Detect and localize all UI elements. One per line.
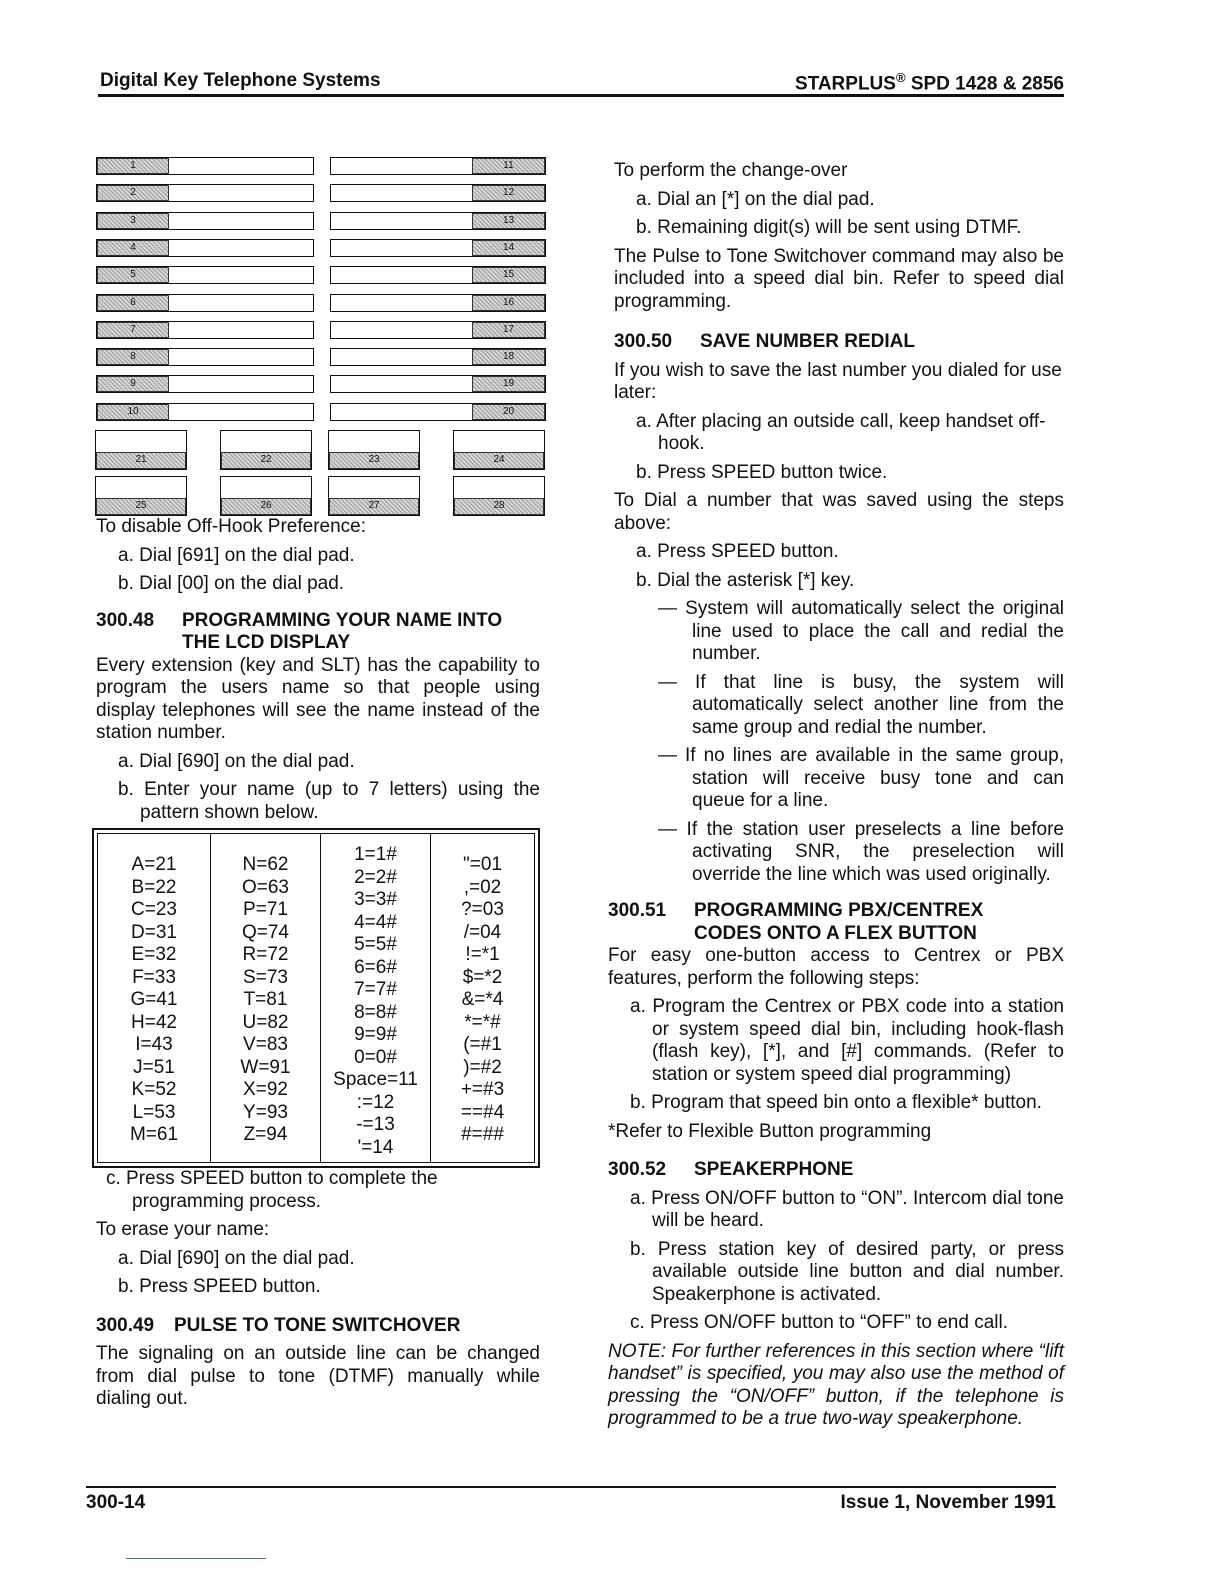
line-key-label-13: 13: [472, 213, 545, 229]
line-key-label-14: 14: [472, 240, 545, 256]
section-title-cont: THE LCD DISPLAY: [182, 632, 351, 653]
table-cell: J=51: [133, 1056, 175, 1078]
changeover-step-b: b. Remaining digit(s) will be sent using DTMF.: [636, 217, 1022, 238]
letter-code-table: [92, 828, 540, 1168]
section-300-50-heading: [614, 331, 1064, 354]
table-cell: )=#2: [463, 1056, 502, 1078]
table-cell: ?=03: [461, 899, 504, 920]
pbx-step-b: b. Program that speed bin onto a flexible* button.: [630, 1092, 1042, 1113]
line-key-label-15: 15: [472, 267, 545, 283]
table-cell: Z=94: [243, 1124, 288, 1145]
line-key-label-8: 8: [97, 349, 169, 365]
pbx-step-a: a. Program the Centrex or PBX code into a station or system speed dial bin, including hook-flash (flash key), [*], and [#] commands. (Refer to station or system speed dial programming): [630, 996, 1064, 1085]
name-step-b: b. Enter your name (up to 7 letters) using the pattern shown below.: [118, 779, 540, 823]
speaker-step-b: b. Press station key of desired party, or press available outside line button and dial number. Speakerphone is activated.: [630, 1238, 1064, 1305]
table-col-n-z: [211, 834, 321, 1162]
section-300-52-heading: [608, 1159, 1064, 1182]
line-key-label-17: 17: [472, 322, 545, 338]
table-cell: '=14: [357, 1136, 394, 1158]
line-key-label-6: 6: [97, 295, 169, 311]
section-number: 300.51: [608, 900, 667, 921]
section-title: SAVE NUMBER REDIAL: [700, 331, 915, 352]
section-title: PROGRAMMING YOUR NAME INTO: [182, 609, 503, 631]
changeover-step-a: a. Dial an [*] on the dial pad.: [636, 188, 875, 210]
flex-button-ref: *Refer to Flexible Button programming: [608, 1120, 932, 1142]
flex-key-label-23: 23: [329, 452, 419, 469]
table-cell: V=83: [243, 1034, 288, 1055]
table-cell: ==#4: [460, 1101, 505, 1123]
table-cell: ,=02: [463, 876, 502, 898]
page-number: 300-14: [86, 1492, 146, 1513]
table-col-digits: [321, 834, 431, 1162]
table-cell: 8=8#: [354, 1001, 397, 1023]
table-col-a-m: [98, 834, 211, 1162]
table-cell: (=#1: [463, 1034, 502, 1055]
section-300-48-heading: [96, 610, 540, 655]
erase-intro: To erase your name:: [96, 1219, 270, 1240]
table-cell: B=22: [131, 876, 177, 898]
table-cell: 5=5#: [354, 934, 397, 955]
erase-step-b: b. Press SPEED button.: [118, 1276, 321, 1297]
dial-saved-step-b: b. Dial the asterisk [*] key.: [636, 569, 855, 591]
table-cell: W=91: [240, 1056, 291, 1078]
section-300-50-body: If you wish to save the last number you dialed for use later:: [614, 359, 1062, 403]
section-number: 300.52: [608, 1159, 667, 1180]
table-cell: N=62: [242, 854, 289, 875]
table-cell: M=61: [129, 1124, 179, 1145]
speaker-step-a: a. Press ON/OFF button to “ON”. Intercom dial tone will be heard.: [630, 1187, 1064, 1231]
table-cell: &=*4: [461, 989, 504, 1010]
flex-key-label-26: 26: [221, 498, 311, 515]
disable-step-b: b. Dial [00] on the dial pad.: [118, 573, 345, 594]
line-key-label-1: 1: [97, 158, 169, 174]
line-key-label-18: 18: [472, 349, 545, 365]
table-cell: R=72: [242, 944, 289, 965]
table-cell: 7=7#: [354, 979, 397, 1000]
table-cell: 1=1#: [354, 844, 397, 865]
table-cell: U=82: [242, 1011, 289, 1033]
section-title: PULSE TO TONE SWITCHOVER: [174, 1314, 461, 1336]
section-title: PROGRAMMING PBX/CENTREX: [694, 900, 984, 921]
table-cell: X=92: [243, 1079, 288, 1100]
issue-date: Issue 1, November 1991: [840, 1492, 1056, 1513]
table-cell: "=01: [463, 854, 502, 875]
table-cell: D=31: [131, 921, 177, 943]
flex-key-label-25: 25: [96, 498, 186, 515]
name-step-a: a. Dial [690] on the dial pad.: [118, 750, 355, 772]
line-key-label-20: 20: [472, 404, 545, 420]
redial-step-b: b. Press SPEED button twice.: [636, 461, 888, 483]
table-cell: G=41: [130, 989, 178, 1010]
table-cell: 9=9#: [354, 1024, 397, 1045]
right-column-lower: [608, 900, 1064, 1431]
line-key-label-2: 2: [97, 185, 169, 201]
line-key-label-16: 16: [472, 295, 545, 311]
section-300-51-body: For easy one-button access to Centrex or PBX features, perform the following steps:: [608, 945, 1064, 989]
section-300-48-body: Every extension (key and SLT) has the capability to program the users name so that people using display telephones will see the name instead of the station number.: [96, 654, 540, 743]
table-cell: F=33: [132, 966, 176, 988]
erase-step-a: a. Dial [690] on the dial pad.: [118, 1247, 355, 1269]
redial-note-2: — If that line is busy, the system will automatically select another line from the same group and redial the number.: [658, 671, 1064, 738]
table-cell: #=##: [461, 1124, 504, 1145]
bottom-mark: [126, 1558, 266, 1559]
table-cell: 4=4#: [354, 911, 397, 933]
table-cell: H=42: [131, 1011, 177, 1033]
changeover-intro: To perform the change-over: [614, 160, 848, 181]
header-reg: ®: [895, 70, 906, 85]
table-cell: Q=74: [241, 921, 289, 943]
line-key-label-9: 9: [97, 376, 169, 392]
table-cell: 2=2#: [354, 866, 397, 888]
section-300-49-body: The signaling on an outside line can be changed from dial pulse to tone (DTMF) manually while dialing out.: [96, 1343, 540, 1409]
flex-key-label-28: 28: [454, 498, 544, 515]
table-cell: S=73: [243, 966, 288, 988]
speakerphone-note: NOTE: For further references in this section where “lift handset” is specified, you may also use the method of pressing the “ON/OFF” button, if the telephone is programmed to be a true two-way speakerphone.: [608, 1340, 1064, 1429]
redial-note-4: — If the station user preselects a line before activating SNR, the preselection will override the line which was used originally.: [658, 818, 1064, 885]
table-inner-frame: [97, 833, 535, 1163]
table-cell: -=13: [356, 1114, 395, 1135]
header-title: Digital Key Telephone Systems: [100, 70, 381, 91]
flex-key-label-24: 24: [454, 452, 544, 469]
table-cell: Space=11: [333, 1069, 418, 1090]
table-cell: :=12: [356, 1091, 395, 1113]
line-key-label-11: 11: [472, 158, 545, 174]
table-cell: *=*#: [464, 1011, 501, 1033]
disable-intro: To disable Off-Hook Preference:: [96, 516, 367, 537]
section-300-51-heading: [608, 900, 1064, 945]
flex-key-label-21: 21: [96, 452, 186, 469]
table-cell: E=32: [131, 944, 177, 965]
line-key-label-5: 5: [97, 267, 169, 283]
table-cell: $=*2: [462, 966, 503, 988]
table-cell: !=*1: [465, 944, 500, 965]
redial-note-1: — System will automatically select the original line used to place the call and redial the number.: [658, 598, 1064, 664]
header-brand: STARPLUS: [794, 73, 896, 95]
disable-step-a: a. Dial [691] on the dial pad.: [118, 544, 355, 566]
table-cell: 6=6#: [354, 956, 397, 978]
table-cell: L=53: [132, 1101, 176, 1123]
section-number: 300.50: [614, 331, 673, 352]
table-cell: +=#3: [460, 1079, 505, 1100]
header-model: SPD 1428 & 2856: [905, 73, 1064, 95]
section-number: 300.48: [96, 609, 155, 631]
speaker-step-c: c. Press ON/OFF button to “OFF” to end call.: [630, 1312, 1008, 1333]
table-cell: A=21: [131, 854, 177, 875]
flex-key-label-27: 27: [329, 498, 419, 515]
right-column: [614, 160, 1064, 886]
name-step-c: c. Press SPEED button to complete the programming process.: [106, 1168, 438, 1212]
header-product: [795, 70, 1064, 95]
table-cell: O=63: [241, 876, 289, 898]
section-title-cont: CODES ONTO A FLEX BUTTON: [694, 922, 977, 944]
table-cell: 0=0#: [354, 1046, 397, 1068]
table-cell: C=23: [131, 899, 177, 920]
line-key-label-3: 3: [97, 213, 169, 229]
dial-saved-intro: To Dial a number that was saved using the steps above:: [614, 490, 1064, 534]
table-cell: I=43: [135, 1034, 173, 1055]
left-column-lower: [96, 1168, 540, 1411]
redial-note-3: — If no lines are available in the same group, station will receive busy tone and can queue for a line.: [658, 745, 1064, 811]
redial-step-a: a. After placing an outside call, keep handset off-hook.: [636, 410, 1046, 454]
changeover-note: The Pulse to Tone Switchover command may also be included into a speed dial bin. Refer to speed dial programming.: [614, 245, 1064, 312]
table-cell: K=52: [131, 1079, 177, 1100]
line-key-label-10: 10: [97, 404, 169, 420]
table-cell: T=81: [243, 989, 288, 1010]
table-cell: /=04: [463, 921, 502, 943]
section-300-49-heading: [96, 1315, 540, 1338]
dial-saved-step-a: a. Press SPEED button.: [636, 541, 839, 562]
flex-key-label-22: 22: [221, 452, 311, 469]
table-cell: P=71: [243, 899, 288, 920]
footer-rule: [86, 1486, 1056, 1488]
section-title: SPEAKERPHONE: [694, 1159, 854, 1180]
left-column: [96, 516, 540, 824]
header-rule: [98, 94, 1064, 97]
table-cell: 3=3#: [354, 889, 397, 910]
section-number: 300.49: [96, 1314, 155, 1336]
table-col-symbols: [431, 834, 534, 1162]
line-key-label-19: 19: [472, 376, 545, 392]
line-key-label-4: 4: [97, 240, 169, 256]
line-key-label-7: 7: [97, 322, 169, 338]
table-cell: Y=93: [243, 1101, 288, 1123]
line-key-label-12: 12: [472, 185, 545, 201]
